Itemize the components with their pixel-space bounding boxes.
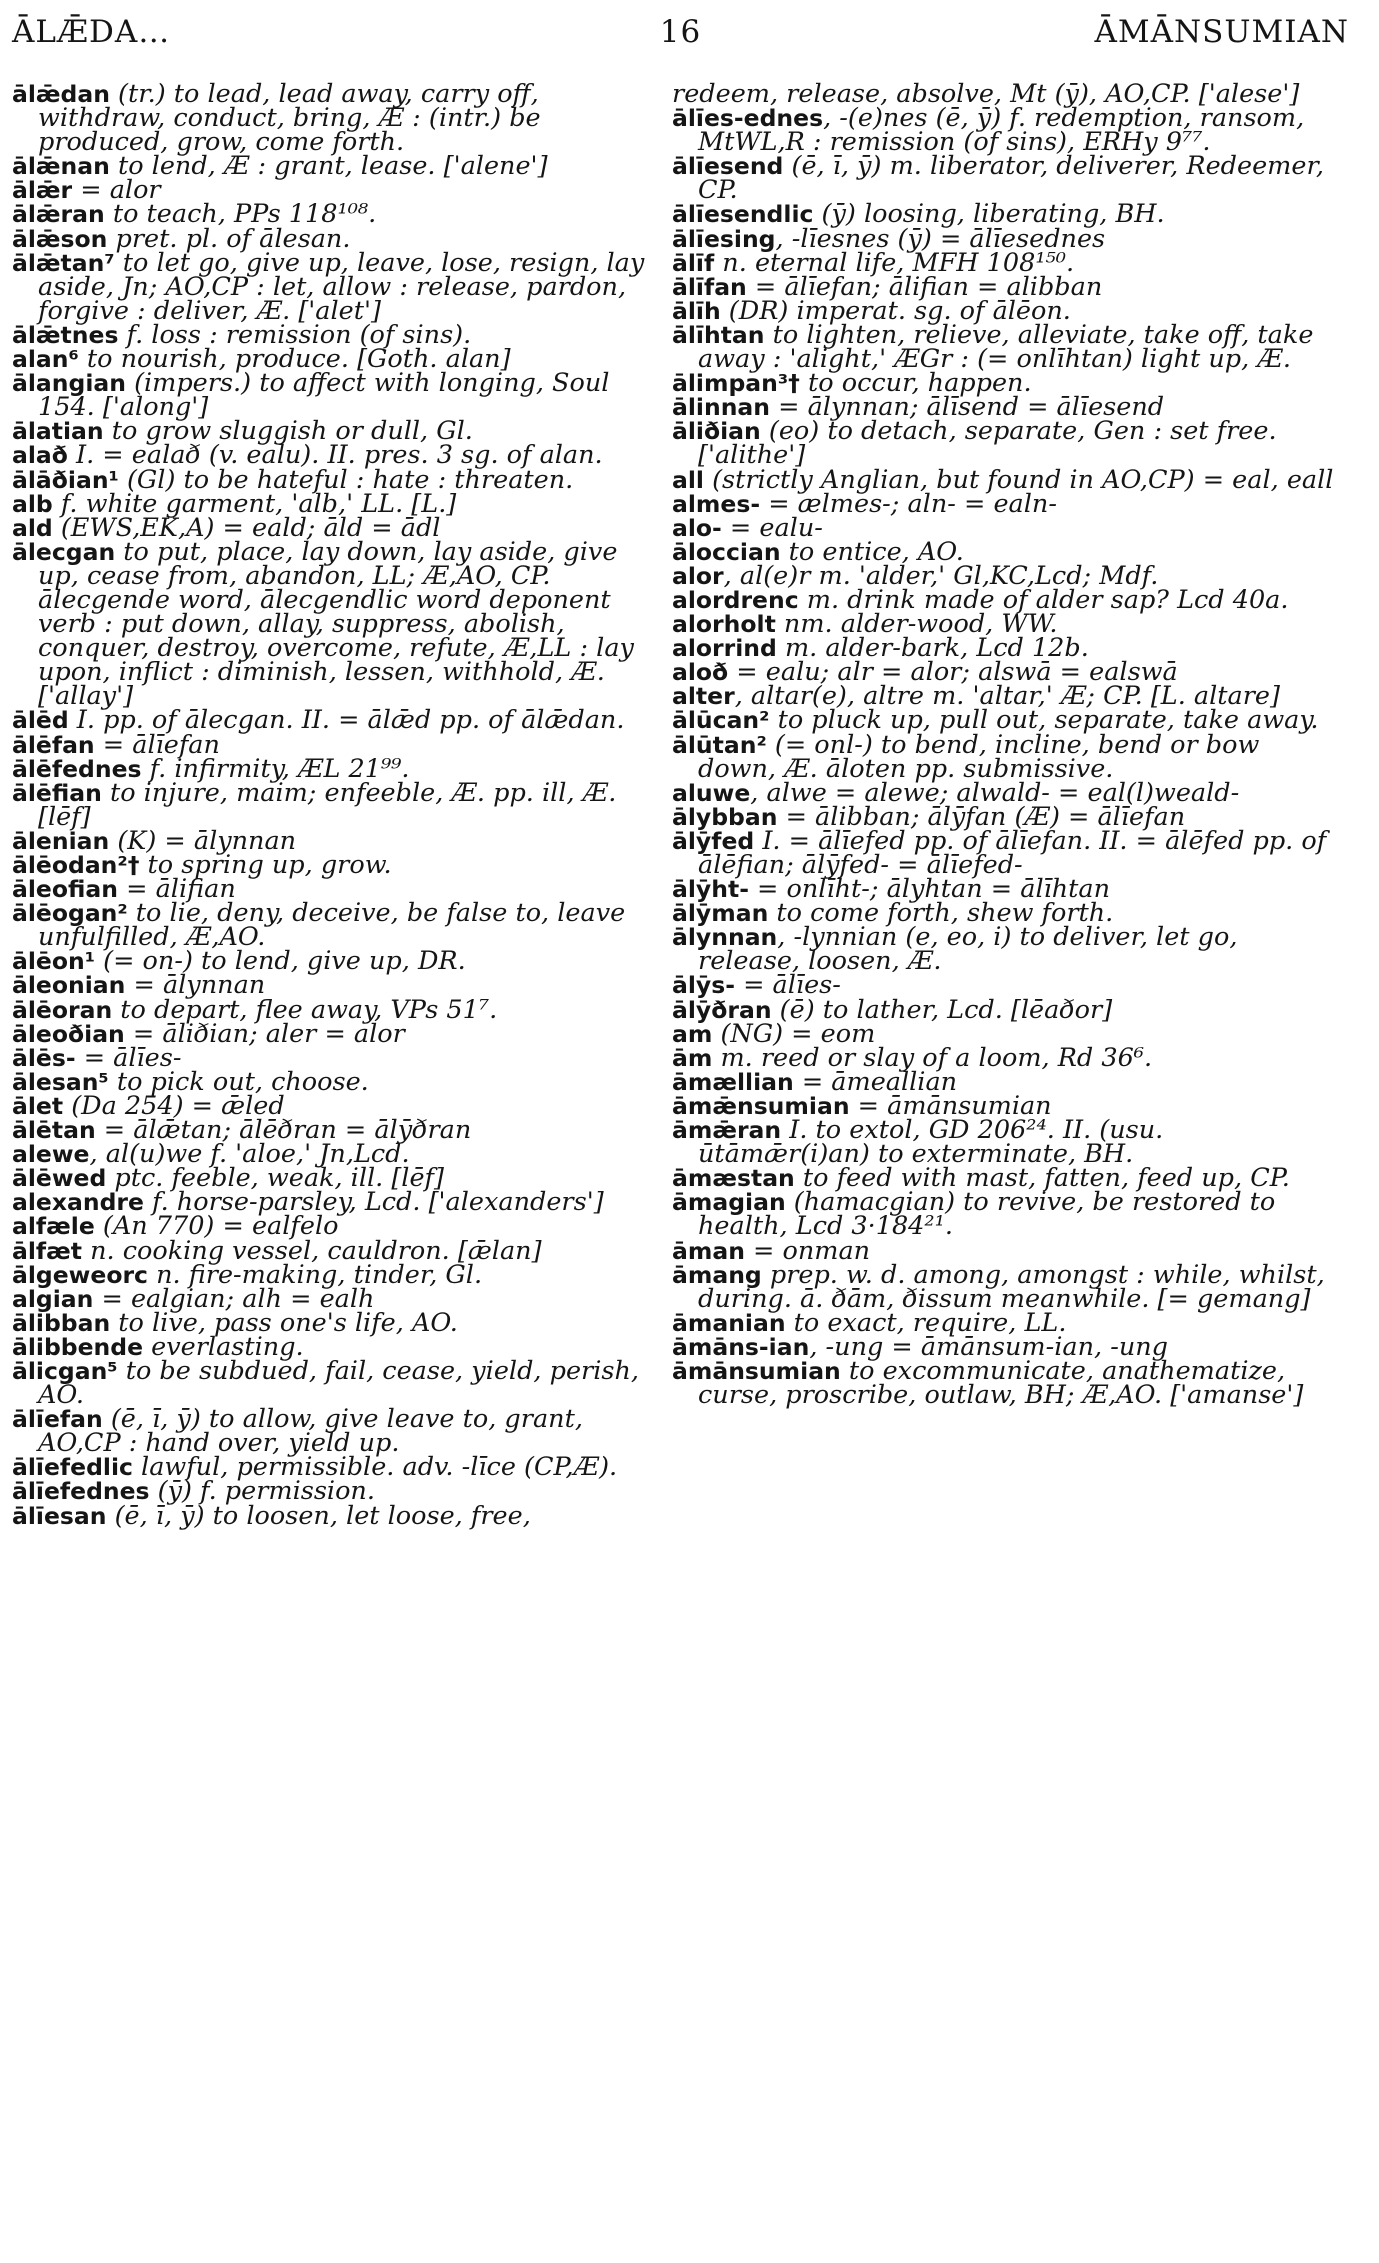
entry-headword: ālǣtan⁷ [12,248,115,277]
entry-definition: to exact, require, LL. [785,1307,1067,1338]
entry-headword: ālēfan [12,730,95,759]
entry-headword: ālēs- [12,1043,76,1072]
entry-headword: alorholt [672,610,776,639]
dictionary-entry [12,946,652,977]
entry-headword: āmāns-ian [672,1332,810,1361]
entry-definition: (tr.) to lead, lead away, carry off, withdraw, conduct, bring, Æ : (intr.) be produced, grow, come forth. [38,79,541,158]
entry-definition: , al(e)r m. 'alder,' Gl,KC,Lcd; Mdf. [723,560,1159,591]
entry-definition: = āmānsumian [849,1090,1052,1121]
dictionary-entry [12,247,652,326]
entry-headword: ām [672,1043,713,1072]
entry-headword: alordrenc [672,585,799,614]
entry-definition: n. cooking vessel, cauldron. [ǣlan] [82,1235,542,1266]
dictionary-entry [672,151,1342,206]
entry-definition: m. alder-bark, Lcd 12b. [776,633,1089,664]
entry-headword: āleonian [12,971,126,1000]
entry-headword: ālīh [672,296,721,325]
entry-headword: ālatian [12,417,104,446]
dictionary-entry [672,1115,1342,1170]
entry-headword: all [672,465,704,494]
running-header [12,14,1349,58]
entry-definition: = ealu- [721,512,823,543]
dictionary-entry [672,1042,1342,1073]
entry-definition: prep. w. d. among, amongst : while, whilst, during. ā. ðām, ðissum meanwhile. [= gemang] [698,1259,1325,1314]
entry-headword: ālǣr [12,176,73,205]
entry-headword: ālēoran [12,995,113,1024]
entry-definition: = ālīes- [75,1042,182,1073]
entry-definition: to put, place, lay down, lay aside, give up, cease from, abandon, LL; Æ,AO, CP. ālecgende word, ālecgendlic word deponent verb : put down, allay, suppress, abolish, conquer, destroy, overcome, refute, Æ,LL : lay upon, inflict : diminish, lessen, withhold, Æ. ['allay'] [38,536,634,712]
entry-headword: ālīefan [12,1405,103,1434]
entry-definition: , -ung = āmānsum-ian, -ung [809,1331,1168,1362]
entry-headword: āliðian [672,417,761,446]
entry-definition: , -līesnes (ȳ) = ālīesednes [775,223,1106,254]
entry-definition: = alor [72,175,161,206]
entry-headword: ālēwed [12,1164,107,1193]
entry-definition: pret. pl. of ālesan. [107,223,351,254]
entry-definition: = āmeallian [793,1066,958,1097]
entry-headword: ālūtan² [672,730,767,759]
entry-definition: (hamacgian) to revive, be restored to health, Lcd 3·184²¹. [698,1187,1276,1242]
entry-headword: alewe [12,1140,90,1169]
entry-definition: to live, pass one's life, AO. [110,1307,458,1338]
entry-headword: ālȳs- [672,971,735,1000]
entry-headword: āman [672,1236,745,1265]
dictionary-entry [672,1259,1342,1314]
entry-definition: (ē, ī, ȳ) to loosen, let loose, free, [106,1500,531,1531]
entry-headword: almes- [672,489,761,518]
dictionary-entry [672,729,1342,784]
entry-headword: ālǣran [12,200,105,229]
entry-definition: lawful, permissible. adv. -līce (CP,Æ). [132,1452,618,1483]
entry-definition: , -(e)nes (ē, ȳ) f. redemption, ransom, MtWL,R : remission (of sins), ERHy 9⁷⁷. [698,103,1305,158]
entry-headword: ālȳman [672,899,769,928]
entry-headword: alexandre [12,1188,144,1217]
entry-headword: āmānsumian [672,1356,841,1385]
entry-headword: āmǣnsumian [672,1091,850,1120]
entry-definition: = ālīefan; ālifian = alibban [746,271,1103,302]
entry-definition: = ealgian; alh = ealh [93,1283,375,1314]
entry-headword: algian [12,1284,94,1313]
entry-definition: m. reed or slay of a loom, Rd 36⁶. [712,1042,1153,1073]
entry-headword: ālybban [672,802,778,831]
dictionary-entry [672,1187,1342,1242]
entry-definition: (eo) to detach, separate, Gen : set free. ['alithe'] [698,416,1277,471]
entry-definition: to teach, PPs 118¹⁰⁸. [104,199,377,230]
entry-headword: ālǣnan [12,152,110,181]
entry-definition: everlasting. [143,1331,304,1362]
entry-headword: ālinnan [672,393,771,422]
entry-headword: ālibbende [12,1332,144,1361]
entry-headword: ālȳðran [672,995,772,1024]
entry-definition: (Da 254) = ǣled [63,1090,285,1121]
entry-headword: ālīf [672,248,715,277]
entry-headword: ālāðian¹ [12,465,119,494]
entry-headword: ālangian [12,369,126,398]
entry-definition: = ealu; alr = alor; alswā = ealswā [728,657,1178,688]
entry-headword: alað [12,441,68,470]
entry-headword: alorrind [672,634,777,663]
entry-headword: aloð [672,658,729,687]
dictionary-entry [672,103,1342,158]
entry-headword: ālȳfed [672,826,755,855]
entry-headword: āmæstan [672,1164,795,1193]
entry-definition: to feed with mast, fatten, feed up, CP. [794,1163,1290,1194]
entry-definition: = onlīht-; ālyhtan = ālīhtan [748,874,1111,905]
entry-definition: ptc. feeble, weak, ill. [lēf] [106,1163,444,1194]
entry-definition: to lend, Æ : grant, lease. ['alene'] [109,151,548,182]
entry-definition: , alwe = alewe; alwald- = eal(l)weald- [750,777,1240,808]
entry-definition: (An 770) = ealfelo [94,1211,339,1242]
entry-headword: ālibban [12,1308,111,1337]
entry-definition: , -lynnian (e, eo, i) to deliver, let go, release, loosen, Æ. [698,922,1238,977]
entry-headword: alo- [672,513,722,542]
entry-definition: (impers.) to affect with longing, Soul 154. ['along'] [38,368,610,423]
entry-headword: ālūcan² [672,706,770,735]
entry-definition: (= on-) to lend, give up, DR. [95,946,466,977]
entry-headword: ālet [12,1091,64,1120]
entry-definition: (ē, ī, ȳ) to allow, give leave to, grant, AO,CP : hand over, yield up. [38,1404,583,1459]
entry-headword: ālēon¹ [12,947,96,976]
entry-headword: ālīefednes [12,1477,150,1506]
entry-headword: ālētan [12,1116,96,1145]
entry-definition: m. drink made of alder sap? Lcd 40a. [798,584,1289,615]
entry-headword: ālicgan⁵ [12,1356,118,1385]
dictionary-entry [12,536,652,712]
entry-headword: ālīfan [672,272,747,301]
entry-definition: n. eternal life, MFH 108¹⁵⁰. [714,247,1075,278]
entry-headword: āleoðian [12,1019,125,1048]
entry-definition: , al(u)we f. 'aloe,' Jn,Lcd. [89,1139,410,1170]
dictionary-entry [672,825,1342,880]
dictionary-entry [12,777,652,832]
entry-headword: āmællian [672,1067,794,1096]
entry-headword: ālīesan [12,1501,107,1530]
entry-headword: ālgeweorc [12,1260,148,1289]
entry-headword: ālīesend [672,152,784,181]
entry-definition: f. white garment, 'alb,' LL. [L.] [52,488,457,519]
entry-headword: ālesan⁵ [12,1067,109,1096]
entry-definition: (= onl-) to bend, incline, bend or bow down, Æ. āloten pp. submissive. [698,729,1260,784]
dictionary-entry [12,1500,652,1531]
entry-headword: alb [12,489,53,518]
entry-definition: to excommunicate, anathematize, curse, proscribe, outlaw, BH; Æ,AO. ['amanse'] [698,1355,1304,1411]
entry-definition: = ālibban; ālȳfan (Æ) = ālīefan [777,801,1186,832]
entry-headword: ālecgan [12,537,116,566]
entry-definition: , altar(e), altre m. 'altar,' Æ; CP. [L. altare] [734,681,1280,712]
page-number: 16 [659,14,702,50]
header-left-guide-word: ĀLǢDA… [12,14,171,50]
entry-definition: to entice, AO. [780,536,964,567]
entry-headword: ālfæt [12,1236,82,1265]
entry-definition: (DR) imperat. sg. of ālēon. [720,295,1071,326]
entry-definition: to grow sluggish or dull, Gl. [103,416,473,447]
entry-definition: to let go, give up, leave, lose, resign, lay aside, Jn; AO,CP : let, allow : release, pardon, forgive : deliver, Æ. ['alet'] [38,247,645,326]
entry-definition: to lighten, relieve, alleviate, take off, take away : 'alight,' ÆGr : (= onlīhtan) light up, Æ. [698,319,1314,375]
entry-definition: nm. alder-wood, WW. [775,609,1058,640]
entry-definition: = ālynnan [125,970,266,1001]
entry-definition: I. pp. of ālecgan. II. = ālǣd pp. of ālǣdan. [68,705,625,736]
entry-headword: ālīes-ednes [672,104,824,133]
entry-definition: to lie, deny, deceive, be false to, leave unfulfilled, Æ,AO. [38,898,626,953]
entry-definition: f. infirmity, ÆL 21⁹⁹. [141,753,410,784]
entry-definition: (Gl) to be hateful : hate : threaten. [118,464,574,495]
entry-definition: (ē, ī, ȳ) m. liberator, deliverer, Redeemer, CP. [698,151,1324,206]
entry-definition: (strictly Anglian, but found in AO,CP) = eal, eall [703,464,1334,495]
entry-definition: (NG) = eom [712,1018,876,1049]
entry-definition: to occur, happen. [799,368,1032,399]
entry-definition: I. = ealað (v. ealu). II. pres. 3 sg. of alan. [67,440,603,471]
right-column [672,79,1342,1411]
entry-definition: to pluck up, pull out, separate, take away. [769,705,1319,736]
entry-definition: = ālīefan [94,729,220,760]
entry-definition: to injure, maim; enfeeble, Æ. pp. ill, Æ. [lēf] [38,777,617,832]
entry-headword: ālēfian [12,778,102,807]
entry-headword: alter [672,682,735,711]
entry-definition: = ālǣtan; ālēðran = ālȳðran [95,1115,472,1146]
entry-definition: = onman [744,1235,871,1266]
entry-definition: redeem, release, absolve, Mt (ȳ), AO,CP. ['alese'] [672,79,1300,109]
entry-headword: alan⁶ [12,345,79,374]
entry-headword: ālenian [12,826,110,855]
entry-headword: ālēogan² [12,899,128,928]
entry-headword: alor [672,561,724,590]
entry-headword: ālynnan [672,923,778,952]
entry-headword: ālēodan²† [12,851,140,879]
entry-headword: ald [12,513,53,542]
entry-definition: (ē) to lather, Lcd. [lēaðor] [771,994,1113,1025]
entry-headword: āmǣran [672,1116,782,1145]
entry-definition: (EWS,EK,A) = eald; āld = ādl [52,512,441,543]
header-right-guide-word: ĀMĀNSUMIAN [1094,14,1349,50]
dictionary-entry [672,319,1342,375]
entry-headword: ālīesendlic [672,200,814,229]
dictionary-entry [12,1355,652,1411]
entry-headword: ālȳht- [672,875,749,904]
entry-definition: f. horse-parsley, Lcd. ['alexanders'] [143,1187,604,1218]
entry-headword: āmang [672,1260,762,1289]
dictionary-entry [12,368,652,423]
entry-definition: to come forth, shew forth. [768,898,1114,929]
entry-definition: (K) = ālynnan [109,825,297,856]
entry-definition: to nourish, produce. [Goth. alan] [78,344,511,375]
entry-headword: aluwe [672,778,751,807]
entry-headword: ālīesing [672,224,776,253]
entry-definition: I. = ālīefed pp. of ālīefan. II. = ālēfed pp. of ālēfian; ālȳfed- = ālīefed- [698,825,1327,880]
entry-headword: āmanian [672,1308,786,1337]
entry-definition: f. loss : remission (of sins). [118,319,472,350]
dictionary-entry [12,1307,652,1338]
entry-headword: ālǣdan [12,80,110,108]
entry-definition: = ælmes-; aln- = ealn- [760,488,1057,519]
entry-headword: ālēfednes [12,754,142,783]
entry-headword: āloccian [672,537,781,566]
entry-definition: = āliðian; aler = alor [124,1018,405,1049]
dictionary-entry [672,1355,1342,1411]
entry-definition: to spring up, grow. [139,850,392,880]
left-column [12,79,652,1531]
entry-definition: (ȳ) loosing, liberating, BH. [813,199,1165,230]
dictionary-entry [12,850,652,880]
entry-headword: ālīefedlic [12,1453,133,1482]
entry-headword: am [672,1019,713,1048]
entry-headword: ālīhtan [672,320,765,349]
entry-definition: n. fire-making, tinder, Gl. [148,1259,483,1290]
entry-definition: = ālīes- [734,970,841,1001]
dictionary-entry [12,898,652,953]
entry-headword: ālimpan³† [672,369,800,398]
entry-definition: (ȳ) f. permission. [149,1476,375,1507]
dictionary-entry [12,79,652,158]
dictionary-entry [672,512,1342,543]
entry-definition: to be subdued, fail, cease, yield, perish, AO. [38,1355,639,1411]
dictionary-entry [672,922,1342,977]
entry-headword: āmagian [672,1188,786,1217]
entry-headword: ālēd [12,706,69,735]
entry-definition: I. to extol, GD 206²⁴. II. (usu. ūtāmǣr(i)an) to exterminate, BH. [698,1115,1164,1170]
dictionary-entry [12,1404,652,1459]
entry-definition: to pick out, choose. [108,1066,369,1097]
entry-headword: āleofian [12,875,119,904]
entry-definition: to depart, flee away, VPs 51⁷. [112,994,498,1025]
entry-definition: = ālifian [118,874,236,905]
dictionary-entry [672,416,1342,471]
entry-definition: = ālynnan; ālīsend = ālīesend [770,392,1165,423]
entry-headword: ālǣson [12,224,108,253]
entry-headword: ālǣtnes [12,320,119,349]
entry-headword: alfæle [12,1212,95,1241]
